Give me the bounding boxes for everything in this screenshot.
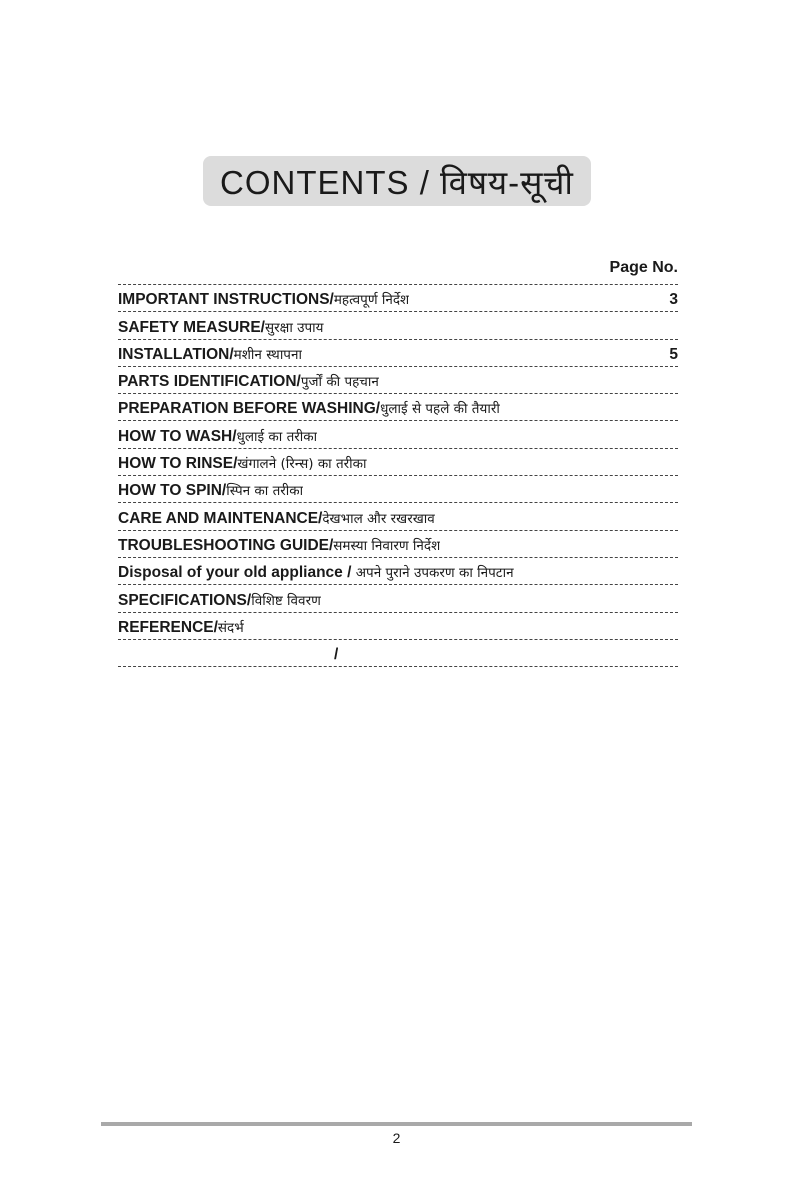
toc-row[interactable]: [118, 367, 678, 394]
toc-entry-en: /: [334, 646, 339, 664]
page-no-header: Page No.: [609, 259, 678, 276]
toc-row[interactable]: [118, 558, 678, 585]
toc-entry-hi: स्पिन का तरीका: [226, 483, 304, 500]
toc-entry-text: [118, 563, 514, 582]
toc-entry-en: SPECIFICATIONS/: [118, 591, 252, 609]
toc-entry-hi: मशीन स्थापना: [233, 346, 302, 363]
toc-entry-hi: संदर्भ: [217, 619, 244, 636]
toc-entry-en: Disposal of your old appliance /: [118, 564, 356, 582]
toc-page-number: 5: [669, 345, 678, 363]
toc-entry-en: HOW TO SPIN/: [118, 482, 227, 500]
toc-entry-en: PARTS IDENTIFICATION/: [118, 373, 301, 391]
toc-entry-en: REFERENCE/: [118, 618, 218, 636]
toc-entry-text: [118, 290, 409, 309]
toc-row[interactable]: [118, 312, 678, 339]
toc-entry-text: [118, 345, 302, 364]
footer-page-number: 2: [392, 1130, 401, 1146]
toc-entry-text: [118, 454, 367, 473]
toc-entry-text: [118, 509, 435, 528]
toc-entry-en: SAFETY MEASURE/: [118, 318, 265, 336]
toc-entry-en: INSTALLATION/: [118, 345, 234, 363]
toc-entry-en: HOW TO WASH/: [118, 427, 237, 445]
toc-entry-hi: पुर्जों की पहचान: [300, 374, 379, 391]
toc-entry-en: CARE AND MAINTENANCE/: [118, 509, 323, 527]
toc-entry-text: [118, 372, 379, 391]
toc-row[interactable]: [118, 340, 678, 367]
contents-title-box: [203, 156, 591, 206]
toc-entry-en: HOW TO RINSE/: [118, 455, 238, 473]
toc-entry-en: PREPARATION BEFORE WASHING/: [118, 400, 381, 418]
toc-entry-hi: धुलाई का तरीका: [236, 428, 318, 445]
toc-entry-hi: विशिष्ट विवरण: [251, 592, 321, 609]
toc-entry-hi: देखभाल और रखरखाव: [322, 510, 435, 527]
toc-entry-hi: धुलाई से पहले की तैयारी: [380, 401, 500, 418]
toc-row[interactable]: [118, 531, 678, 558]
toc-row[interactable]: [118, 585, 678, 612]
toc-row[interactable]: [118, 613, 678, 640]
footer-rule: [101, 1122, 692, 1126]
toc-row[interactable]: [118, 394, 678, 421]
toc-entry-text: [118, 427, 317, 446]
toc-row[interactable]: [118, 421, 678, 448]
toc-row[interactable]: [118, 285, 678, 312]
contents-title: [220, 159, 574, 204]
toc-entry-en: IMPORTANT INSTRUCTIONS/: [118, 291, 334, 309]
toc-entry-text: [118, 591, 321, 610]
toc-entry-en: TROUBLESHOOTING GUIDE/: [118, 536, 334, 554]
toc-entry-hi: अपने पुराने उपकरण का निपटान: [355, 565, 514, 582]
toc-entry-text: [118, 646, 338, 664]
toc-page-number: 3: [669, 291, 678, 309]
contents-title-hi: विषय-सूची: [440, 163, 574, 201]
toc-entry-text: [118, 481, 303, 500]
toc-entry-hi: खंगालने (रिन्स) का तरीका: [237, 456, 367, 473]
toc-entry-text: [118, 399, 500, 418]
toc-row[interactable]: [118, 449, 678, 476]
toc-entry-hi: सुरक्षा उपाय: [265, 319, 324, 336]
table-of-contents: [118, 284, 678, 667]
toc-entry-text: [118, 318, 324, 337]
contents-title-en: CONTENTS /: [220, 163, 441, 201]
toc-row[interactable]: [118, 503, 678, 530]
toc-entry-text: [118, 618, 244, 637]
toc-entry-hi: समस्या निवारण निर्देश: [333, 537, 441, 554]
toc-entry-text: [118, 536, 440, 555]
toc-row[interactable]: [118, 476, 678, 503]
toc-entry-hi: महत्वपूर्ण निर्देश: [333, 292, 410, 309]
toc-row[interactable]: [118, 640, 678, 667]
